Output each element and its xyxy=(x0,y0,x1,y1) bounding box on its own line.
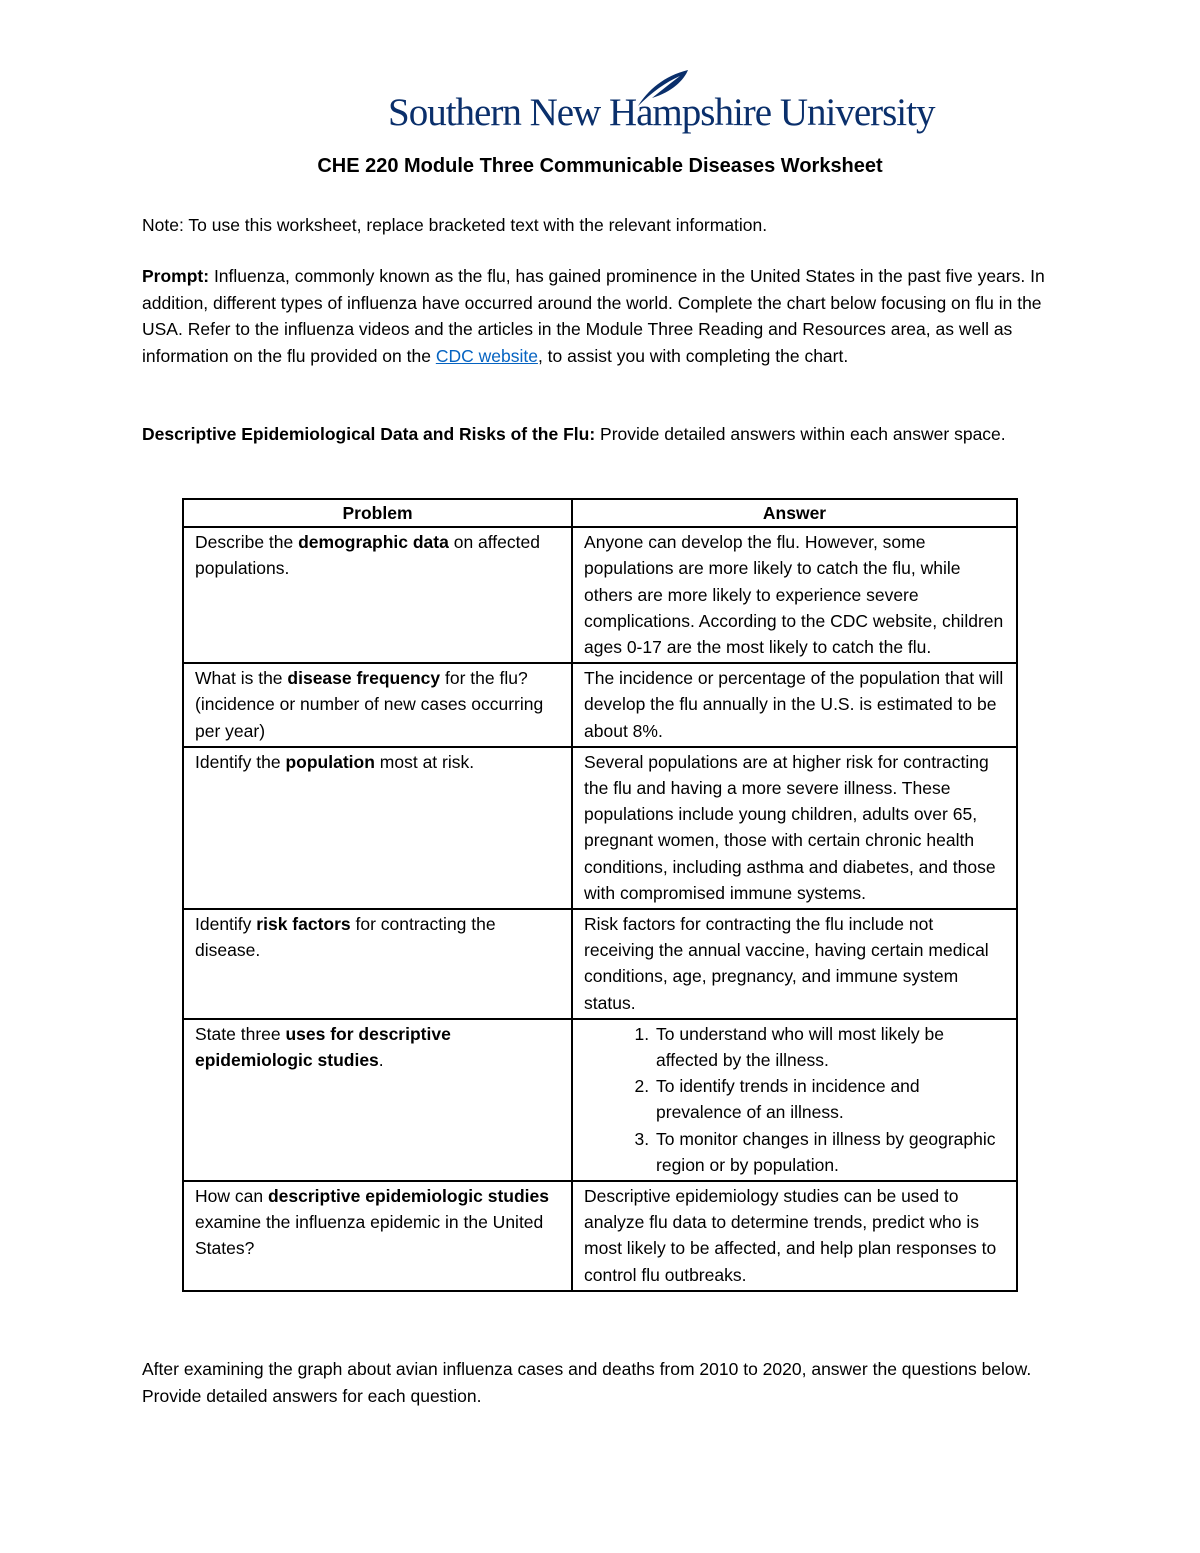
problem-cell xyxy=(183,1181,572,1291)
problem-text: on affected populations. xyxy=(195,532,540,579)
table-row xyxy=(183,1019,1017,1181)
problem-keyword: descriptive epidemiologic studies xyxy=(267,1186,550,1207)
list-item: 1. To understand who will most likely be affected by the illness. xyxy=(654,1021,1006,1073)
problem-text: State three xyxy=(195,1023,286,1044)
prompt-text-end: , to assist you with completing the chart. xyxy=(537,345,849,366)
problem-text: for the flu? (incidence or number of new cases occurring per year) xyxy=(195,668,544,741)
table-row xyxy=(183,1181,1017,1291)
worksheet-table xyxy=(182,498,1018,1292)
answer-cell[interactable]: Several populations are at higher risk for contracting the flu and having a more severe illness. These populations include young children, adults over 65, pregnant women, those with certain chronic health conditions, including asthma and diabetes, and those with compromised immune systems. xyxy=(572,747,1017,909)
answer-cell[interactable]: Descriptive epidemiology studies can be used to analyze flu data to determine trends, predict who is most likely to be affected, and help plan responses to control flu outbreaks. xyxy=(572,1181,1017,1291)
table-row xyxy=(183,909,1017,1019)
problem-keyword: disease frequency xyxy=(287,668,441,689)
problem-text: How can xyxy=(195,1186,268,1207)
answer-column-header: Answer xyxy=(572,499,1017,527)
logo-text: Southern New Hampshire University xyxy=(388,91,935,134)
cdc-website-link[interactable]: CDC website xyxy=(435,345,538,366)
prompt-paragraph xyxy=(142,263,1072,369)
page-title: CHE 220 Module Three Communicable Diseases Worksheet xyxy=(317,155,883,177)
table-row xyxy=(183,747,1017,909)
problem-cell xyxy=(183,663,572,747)
problem-text: . xyxy=(378,1050,384,1071)
descriptive-text: Provide detailed answers within each answer space. xyxy=(595,424,1006,444)
problem-text: What is the xyxy=(195,668,288,689)
prompt-text: Influenza, commonly known as the flu, has gained prominence in the United States in the past five years. In addition, different types of influenza have occurred around the world. Complete the chart below focusing on flu in the USA. Refer to the influenza videos and the articles in the Module Three Reading and Resources area, as well as information on the flu provided on the xyxy=(142,266,1045,366)
answer-cell[interactable]: The incidence or percentage of the population that will develop the flu annually in the U.S. is estimated to be about 8%. xyxy=(572,663,1017,747)
problem-text: examine the influenza epidemic in the United States? xyxy=(195,1212,544,1259)
list-item: 2. To identify trends in incidence and prevalence of an illness. xyxy=(654,1073,1006,1125)
answer-cell[interactable]: Risk factors for contracting the flu include not receiving the annual vaccine, having certain medical conditions, age, pregnancy, and immune system status. xyxy=(572,909,1017,1019)
problem-keyword: population xyxy=(285,751,375,772)
problem-column-header: Problem xyxy=(183,499,572,527)
university-logo xyxy=(384,68,935,140)
problem-text: for contracting the disease. xyxy=(195,914,496,961)
problem-keyword: uses for descriptive epidemiologic studies xyxy=(195,1023,451,1071)
problem-cell xyxy=(183,909,572,1019)
note-label: Note: xyxy=(142,215,184,235)
problem-cell xyxy=(183,527,572,663)
prompt-label: Prompt: xyxy=(142,266,210,286)
descriptive-paragraph xyxy=(142,421,1072,448)
problem-cell xyxy=(183,1019,572,1181)
note-text: To use this worksheet, replace bracketed text with the relevant information. xyxy=(183,215,768,235)
problem-keyword: demographic data xyxy=(298,532,449,553)
table-row xyxy=(183,527,1017,663)
problem-cell xyxy=(183,747,572,909)
table-row xyxy=(183,663,1017,747)
problem-keyword: risk factors xyxy=(256,914,351,935)
list-item: 3. To monitor changes in illness by geographic region or by population. xyxy=(654,1126,1006,1178)
descriptive-label: Descriptive Epidemiological Data and Risks of the Flu: xyxy=(142,424,596,444)
table-header-row xyxy=(183,499,1017,527)
problem-text: Identify the xyxy=(195,751,286,772)
answer-cell[interactable] xyxy=(572,1019,1017,1181)
problem-text: most at risk. xyxy=(374,751,475,772)
after-paragraph: After examining the graph about avian influenza cases and deaths from 2010 to 2020, answer the questions below. Provide detailed answers for each question. xyxy=(142,1359,1032,1406)
answer-list xyxy=(584,1021,1006,1178)
note-paragraph xyxy=(142,212,1072,239)
problem-text: Describe the xyxy=(195,532,299,553)
problem-text: Identify xyxy=(195,914,257,935)
answer-cell[interactable]: Anyone can develop the flu. However, some populations are more likely to catch the flu, while others are more likely to experience severe complications. According to the CDC website, children ages 0-17 are the most likely to catch the flu. xyxy=(572,527,1017,663)
